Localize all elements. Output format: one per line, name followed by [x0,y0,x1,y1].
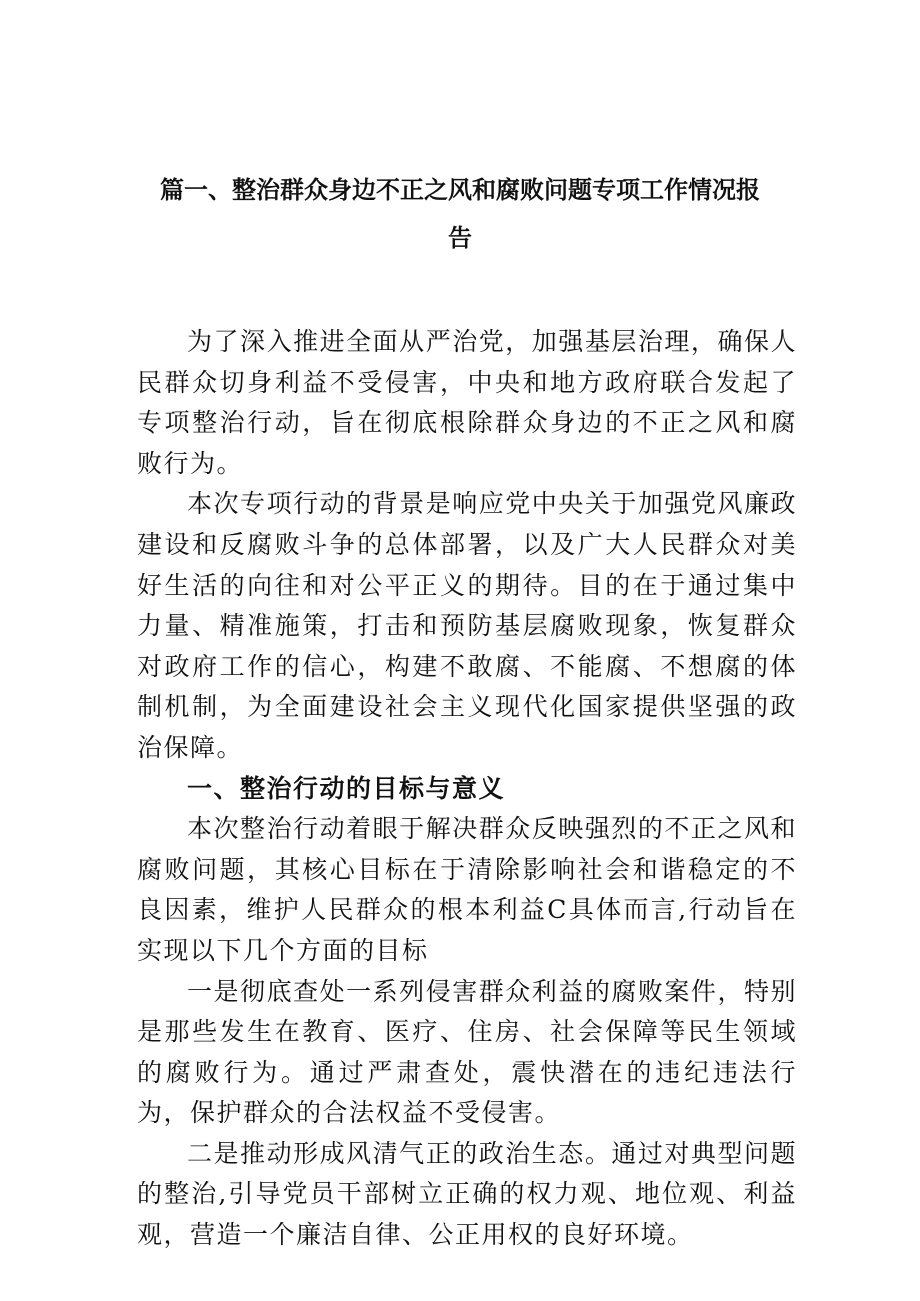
paragraph-intro: 为了深入推进全面从严治党，加强基层治理，确保人民群众切身利益不受侵害，中央和地方政府联合发起了专项整治行动，旨在彻底根除群众身边的不正之风和腐败行为。 [137,327,797,478]
document-title-line-2: 告 [448,223,472,252]
paragraph-background: 本次专项行动的背景是响应党中央关于加强党风廉政建设和反腐败斗争的总体部署，以及广大人民群众对美好生活的向往和对公平正义的期待。目的在于通过集中力量、精准施策，打击和预防基层腐败现象，恢复群众对政府工作的信心，构建不敢腐、不能腐、不想腐的体制机制，为全面建设社会主义现代化国家提供坚强的政治保障。 [137,489,797,762]
paragraph-goal-2: 二是推动形成风清气正的政治生态。通过对典型问题的整治,引导党员干部树立正确的权力观、地位观、利益观，营造一个廉洁自律、公正用权的良好环境。 [137,1138,797,1250]
document-title-line-1: 篇一、整治群众身边不正之风和腐败问题专项工作情况报 [160,175,760,204]
paragraph-goal-1: 一是彻底查处一系列侵害群众利益的腐败案件，特别是那些发生在教育、医疗、住房、社会保障等民生领域的腐败行为。通过严肃查处，震快潜在的违纪违法行为，保护群众的合法权益不受侵害。 [137,976,797,1128]
paragraph-section-intro: 本次整治行动着眼于解决群众反映强烈的不正之风和腐败问题，其核心目标在于清除影响社会和谐稳定的不良因素，维护人民群众的根本利益C具体而言,行动旨在实现以下几个方面的目标 [137,814,797,965]
section-heading: 一、整治行动的目标与意义 [187,773,506,803]
document-body [137,322,797,1256]
